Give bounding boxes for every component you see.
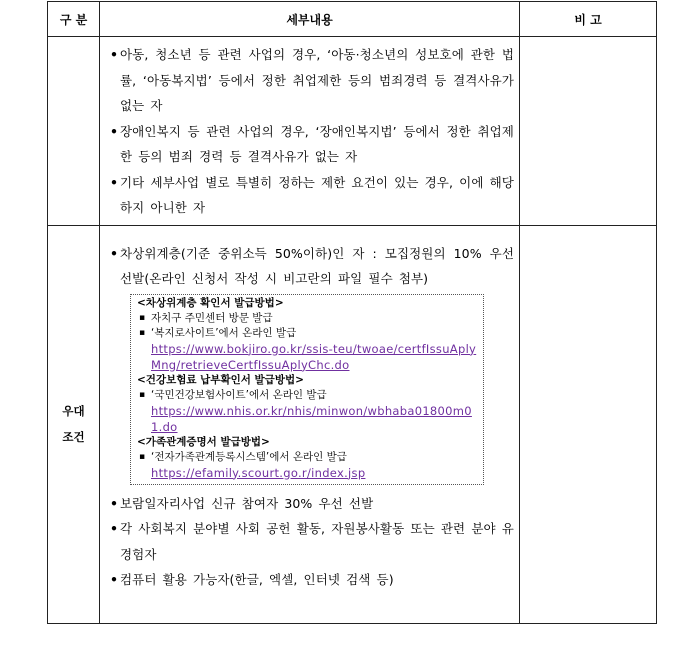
square-bullet-icon: ▪ (139, 312, 146, 323)
bullet-icon: • (110, 495, 119, 511)
list-item: ▪ ‘국민건강보험사이트’에서 온라인 발급 https://www.nhis.or.kr/nhis/minwon/wbhaba01800m01.do (137, 388, 477, 435)
preference-row (48, 225, 657, 623)
square-bullet-icon: ▪ (139, 451, 146, 462)
list-item: • 컴퓨터 활용 가능자(한글, 엑셀, 인터넷 검색 등) (108, 567, 514, 593)
restriction-details (100, 37, 520, 226)
bullet-icon: • (110, 174, 119, 190)
list-item: • 보람일자리사업 신규 참여자 30% 우선 선발 (108, 491, 514, 517)
list-item: ▪ ‘복지로사이트’에서 온라인 발급 https://www.bokjiro.go.kr/ssis-teu/twoae/certfIssuAplyMng/retrieveCertfIssuAplyChc.do (139, 326, 477, 372)
criteria-table (47, 1, 657, 624)
bullet-icon: • (110, 47, 119, 62)
list-item: • 차상위계층(기준 중위소득 50%이하)인 자 : 모집정원의 10% 우선 선발(온라인 신청서 작성 시 비고란의 파일 필수 첨부) (108, 241, 514, 292)
bullet-icon: • (110, 123, 119, 139)
restriction-category (48, 37, 100, 226)
header-row (48, 2, 657, 37)
nhis-link[interactable]: https://www.nhis.or.kr/nhis/minwon/wbhaba01800m01.do (151, 403, 472, 434)
section-title: <가족관계증명서 발급방법> (137, 435, 270, 448)
square-bullet-icon: ▪ (139, 389, 146, 400)
bullet-icon: • (110, 572, 119, 587)
list-item: • 기타 세부사업 별로 특별히 정하는 제한 요건이 있는 경우, 이에 해당하지 아니한 자 (108, 170, 514, 221)
list-item: ▪ ‘전자가족관계등록시스템’에서 온라인 발급 https://efamily.scourt.go.r/index.jsp (137, 450, 477, 481)
restriction-remarks (520, 37, 657, 226)
efamily-link[interactable]: https://efamily.scourt.go.r/index.jsp (151, 465, 366, 480)
bullet-icon: • (110, 521, 119, 536)
preference-details (100, 225, 520, 623)
list-item: • 아동, 청소년 등 관련 사업의 경우, ‘아동·청소년의 성보호에 관한 법률, ‘아동복지법’ 등에서 정한 취업제한 등의 범죄경력 등 결격사유가 없는 자 (108, 42, 514, 119)
list-item: • 각 사회복지 분야별 사회 공헌 활동, 자원봉사활동 또는 관련 분야 유경험자 (108, 516, 514, 567)
preference-category-line2: 조건 (62, 430, 85, 444)
bokjiro-link[interactable]: https://www.bokjiro.go.kr/ssis-teu/twoae/certfIssuAplyMng/retrieveCertfIssuAplyChc.do (151, 341, 477, 372)
header-details: 세부내용 (100, 2, 520, 37)
preference-category-line1: 우대 (62, 404, 85, 418)
header-remarks: 비 고 (520, 2, 657, 37)
preference-remarks (520, 225, 657, 623)
list-item: ▪ 자치구 주민센터 방문 발급 (139, 311, 273, 324)
section-title: <차상위계층 확인서 발급방법> (137, 296, 284, 309)
bullet-icon: • (110, 245, 119, 261)
restriction-row (48, 37, 657, 226)
square-bullet-icon: ▪ (139, 327, 146, 338)
list-item: • 장애인복지 등 관련 사업의 경우, ‘장애인복지법’ 등에서 정한 취업제한 등의 범죄 경력 등 결격사유가 없는 자 (108, 119, 514, 170)
certificate-guide-box (130, 294, 484, 485)
header-category: 구 분 (48, 2, 100, 37)
preference-category (48, 225, 100, 623)
section-title: <건강보험료 납부확인서 발급방법> (137, 373, 304, 386)
